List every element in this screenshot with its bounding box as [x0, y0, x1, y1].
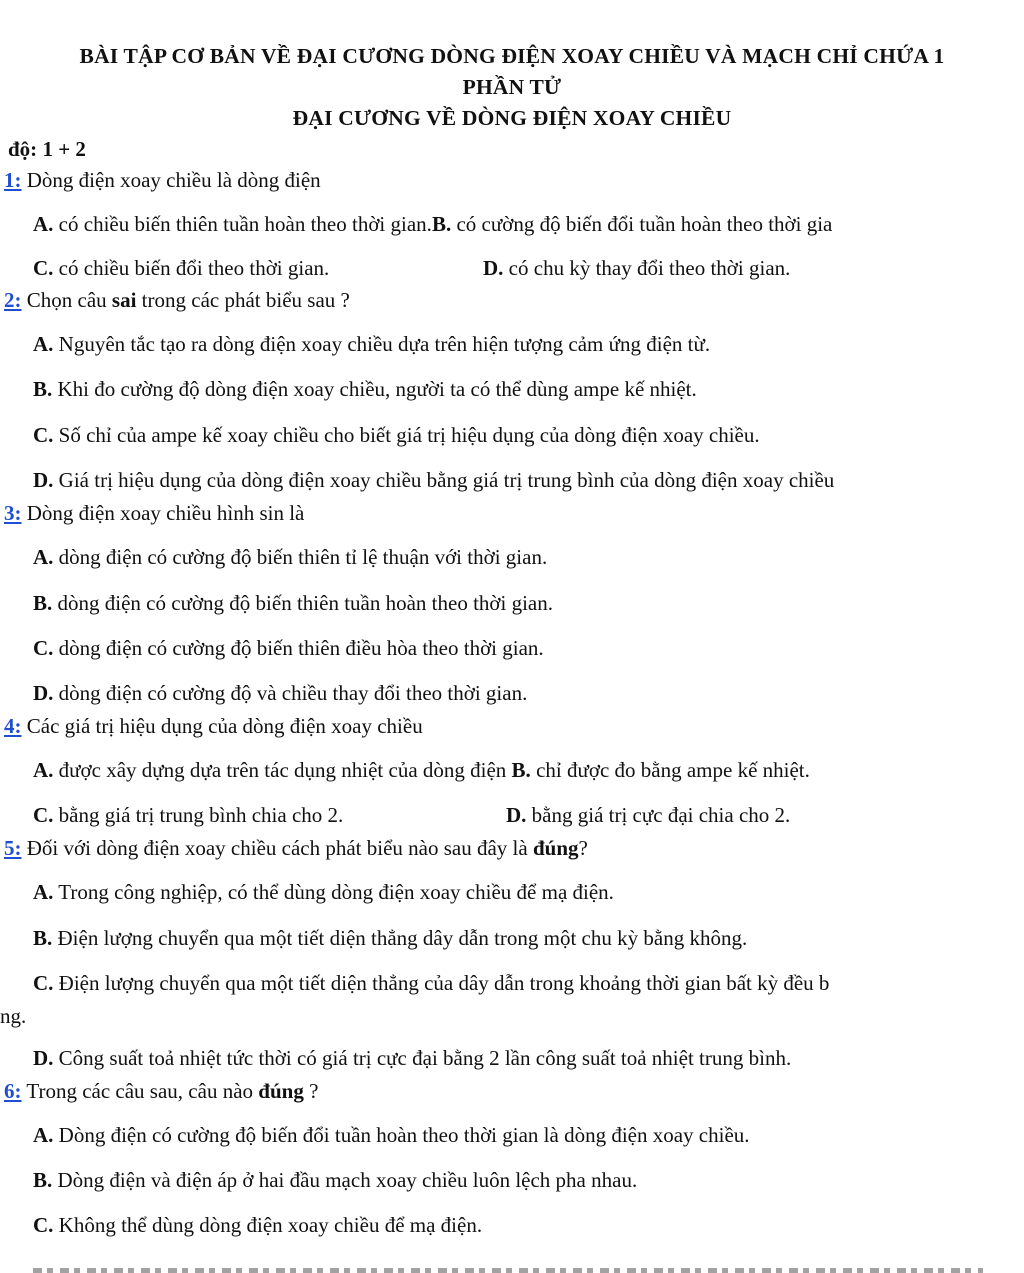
question-text: Trong các câu sau, câu nào	[26, 1079, 254, 1103]
question-text: ?	[309, 1079, 319, 1103]
option-text: Giá trị hiệu dụng của dòng điện xoay chiều bằng giá trị trung bình của dòng điện xoay chiều	[58, 468, 835, 492]
option-label: A.	[33, 212, 54, 236]
question-4	[4, 713, 423, 739]
option-label: D.	[506, 803, 527, 827]
option-text: chỉ được đo bằng ampe kế nhiệt.	[536, 758, 810, 782]
option-label: C.	[33, 1213, 54, 1237]
option-text: Trong công nghiệp, có thể dùng dòng điện xoay chiều để mạ điện.	[58, 880, 614, 904]
question-3	[4, 500, 304, 526]
page-title-line-1: BÀI TẬP CƠ BẢN VỀ ĐẠI CƯƠNG DÒNG ĐIỆN XOAY CHIỀU VÀ MẠCH CHỈ CHỨA 1	[79, 44, 945, 68]
q4-option-d	[506, 802, 790, 828]
option-text: dòng điện có cường độ biến thiên điều hòa theo thời gian.	[58, 636, 544, 660]
option-label: A.	[33, 880, 54, 904]
option-text: được xây dựng dựa trên tác dụng nhiệt của dòng điện	[58, 758, 507, 782]
q6-option-c	[33, 1212, 482, 1238]
question-emphasis: đúng	[532, 836, 579, 860]
q5-option-b	[33, 925, 747, 951]
q1-option-c	[33, 255, 329, 281]
question-2	[4, 287, 350, 313]
option-text: Công suất toả nhiệt tức thời có giá trị cực đại bằng 2 lần công suất toả nhiệt trung bình.	[58, 1046, 792, 1070]
option-text: dòng điện có cường độ biến thiên tỉ lệ thuận với thời gian.	[58, 545, 548, 569]
option-label: B.	[33, 591, 53, 615]
q2-option-c	[33, 422, 760, 448]
option-text: Khi đo cường độ dòng điện xoay chiều, người ta có thể dùng ampe kế nhiệt.	[57, 377, 697, 401]
difficulty-value: 1 + 2	[42, 137, 86, 161]
q5-option-a	[33, 879, 614, 905]
option-label: D.	[33, 1046, 54, 1070]
q5-option-c-continuation: ng.	[0, 1004, 27, 1028]
q1-option-d	[483, 255, 790, 281]
option-text: có chiều biến thiên tuần hoàn theo thời gian.	[58, 212, 432, 236]
q2-option-a	[33, 331, 710, 357]
difficulty-line	[8, 136, 86, 162]
option-label: C.	[33, 971, 54, 995]
cut-off-text-line	[33, 1262, 983, 1273]
option-text: dòng điện có cường độ và chiều thay đổi theo thời gian.	[58, 681, 528, 705]
option-text: bằng giá trị trung bình chia cho 2.	[58, 803, 344, 827]
option-label: A.	[33, 332, 54, 356]
question-emphasis: đúng	[258, 1079, 304, 1103]
question-text: Dòng điện xoay chiều là dòng điện	[26, 168, 321, 192]
option-text: Điện lượng chuyển qua một tiết diện thẳng của dây dẫn trong khoảng thời gian bất kỳ đều b	[58, 971, 830, 995]
q2-option-b	[33, 376, 697, 402]
question-text: ?	[578, 836, 588, 860]
option-label: C.	[33, 803, 54, 827]
option-label: A.	[33, 758, 54, 782]
q6-option-a	[33, 1122, 750, 1148]
question-text: Dòng điện xoay chiều hình sin là	[26, 501, 305, 525]
option-label: A.	[33, 545, 54, 569]
option-label: A.	[33, 1123, 54, 1147]
question-text: Đối với dòng điện xoay chiều cách phát biểu nào sau đây là	[26, 836, 528, 860]
question-number: 4:	[4, 714, 22, 738]
option-text: bằng giá trị cực đại chia cho 2.	[531, 803, 791, 827]
question-number: 5:	[4, 836, 22, 860]
option-label: D.	[33, 468, 54, 492]
option-text: có chiều biến đổi theo thời gian.	[58, 256, 330, 280]
q3-option-d	[33, 680, 527, 706]
option-label: B.	[431, 212, 452, 236]
option-text: Dòng điện và điện áp ở hai đầu mạch xoay chiều luôn lệch pha nhau.	[57, 1168, 638, 1192]
question-number: 6:	[4, 1079, 22, 1103]
option-label: B.	[511, 758, 531, 782]
q4-option-c	[33, 802, 343, 828]
q5-option-c	[33, 970, 829, 996]
section-title: ĐẠI CƯƠNG VỀ DÒNG ĐIỆN XOAY CHIỀU	[292, 106, 732, 130]
option-label: C.	[33, 423, 54, 447]
question-number: 3:	[4, 501, 22, 525]
question-1	[4, 167, 321, 193]
option-label: C.	[33, 636, 54, 660]
q3-option-c	[33, 635, 544, 661]
question-number: 1:	[4, 168, 22, 192]
partial-glyph-row	[33, 1268, 983, 1273]
q1-option-a-b	[33, 211, 832, 237]
option-text: Điện lượng chuyển qua một tiết diện thẳng dây dẫn trong một chu kỳ bằng không.	[57, 926, 748, 950]
option-text: Nguyên tắc tạo ra dòng điện xoay chiều dựa trên hiện tượng cảm ứng điện từ.	[58, 332, 711, 356]
question-text: Chọn câu	[26, 288, 107, 312]
option-label: B.	[33, 926, 53, 950]
option-text: có cường độ biến đổi tuần hoàn theo thời gia	[456, 212, 833, 236]
option-text: dòng điện có cường độ biến thiên tuần hoàn theo thời gian.	[57, 591, 554, 615]
option-text: có chu kỳ thay đổi theo thời gian.	[508, 256, 791, 280]
option-text: Dòng điện có cường độ biến đổi tuần hoàn theo thời gian là dòng điện xoay chiều.	[58, 1123, 750, 1147]
option-label: B.	[33, 1168, 53, 1192]
q6-option-b	[33, 1167, 637, 1193]
q3-option-a	[33, 544, 547, 570]
q2-option-d	[33, 467, 834, 493]
page-title-line-2: PHẦN TỬ	[462, 75, 562, 99]
difficulty-label: độ:	[8, 137, 38, 161]
option-text: Số chỉ của ampe kế xoay chiều cho biết giá trị hiệu dụng của dòng điện xoay chiều.	[58, 423, 760, 447]
question-number: 2:	[4, 288, 22, 312]
question-text: trong các phát biểu sau ?	[141, 288, 350, 312]
q4-option-a-b	[33, 757, 810, 783]
option-label: D.	[33, 681, 54, 705]
option-label: D.	[483, 256, 504, 280]
q3-option-b	[33, 590, 553, 616]
question-text: Các giá trị hiệu dụng của dòng điện xoay chiều	[26, 714, 423, 738]
q5-option-d	[33, 1045, 791, 1071]
question-6	[4, 1078, 318, 1104]
option-label: C.	[33, 256, 54, 280]
question-5	[4, 835, 588, 861]
option-label: B.	[33, 377, 53, 401]
option-text: Không thể dùng dòng điện xoay chiều để mạ điện.	[58, 1213, 483, 1237]
question-emphasis: sai	[111, 288, 137, 312]
